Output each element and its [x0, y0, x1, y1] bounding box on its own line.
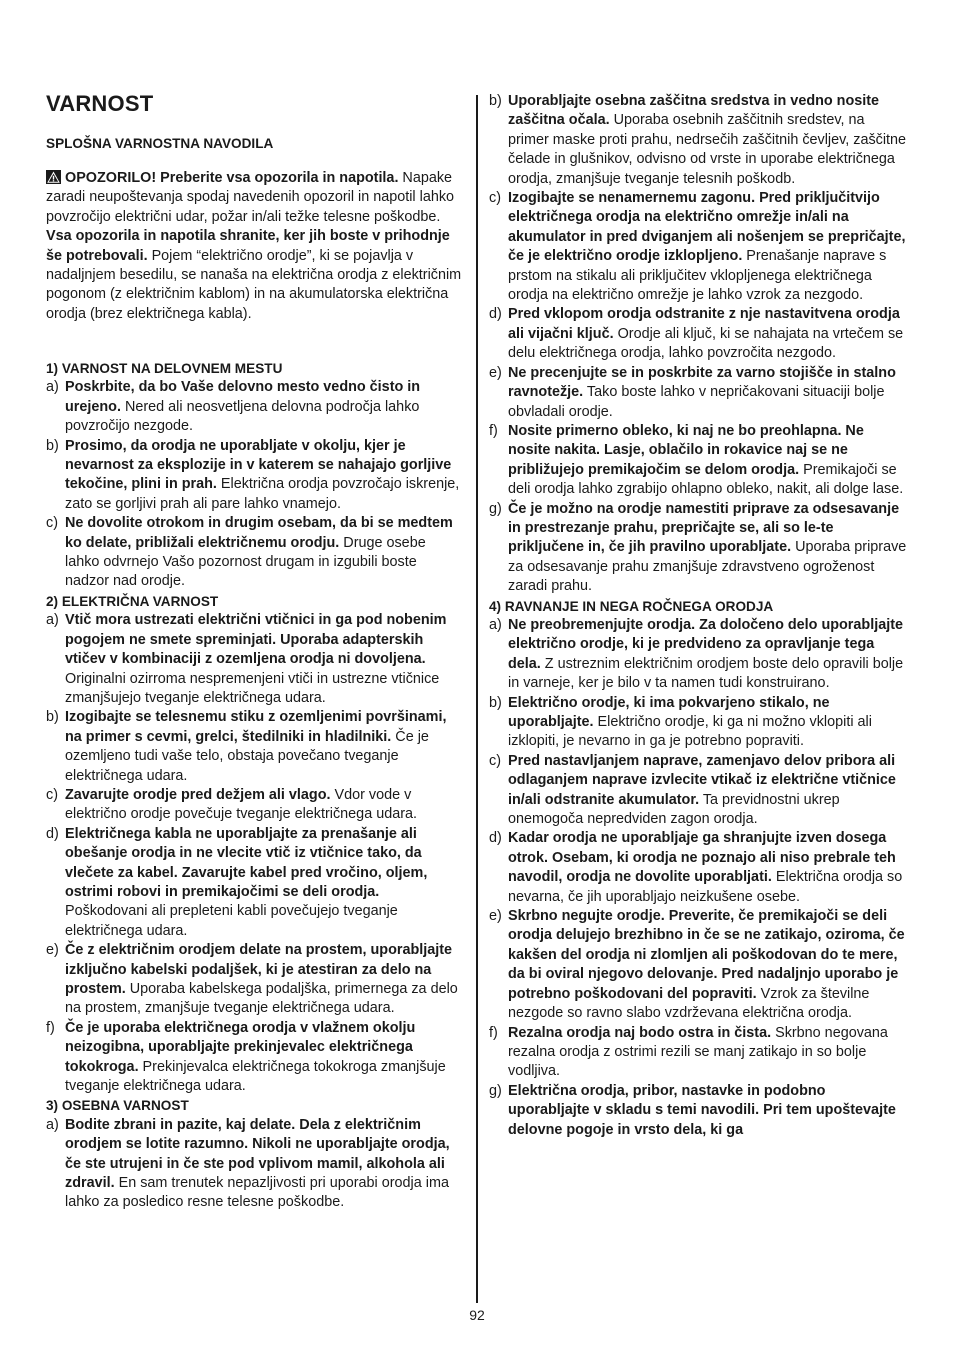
warning-block [46, 169, 464, 324]
list-item: g) Električna orodja, pribor, nastavke in podobno uporabljajte v skladu s temi navodili. Pri tem upoštevajte delovne pogoje in vrsto dela, ki ga [489, 1082, 896, 1138]
list-item: c) Ne dovolite otrokom in drugim osebam, da bi se medtem ko delate, približali električnemu orodju. Druge osebe lahko odvrnejo Vašo pozornost drugam in izgubili boste nadzor nad orodje. [46, 515, 453, 590]
warning-title: OPOZORILO! Preberite vsa opozorila in napotila. [65, 170, 399, 186]
list-item: b) Uporabljajte osebna zaščitna sredstva in vedno nosite zaščitna očala. Uporaba osebnih zaščitnih sredstev, na primer maske proti prahu, nedrsečih zaščitnih čevljev, zaščitne čelade in glušnikov, odvisno od vrste in uporabe električnega orodja, zmanjšuje tveganje telesnih poškodb. [489, 93, 907, 187]
warning-bold-text: Vsa opozorila in napotila shranite, ker jih boste v prihodnje še potrebovali. [46, 228, 450, 264]
section-heading: 1) VARNOST NA DELOVNEM MESTU [46, 361, 283, 376]
warning-text-2: Pojem “električno orodje”, ki se pojavlja v nadaljnjem besedilu, se nanaša na električna orodja z električnim pogonom (z električnim kablom) in na akumulatorska električna orodja (brez električnega kabla). [46, 247, 462, 322]
column-divider [476, 95, 478, 1303]
list-item: e) Skrbno negujte orodje. Preverite, če premikajoči se deli orodja delujejo brezhibno in če se ne zatikajo, oziroma, če kakšen del orodja ni zlomljen ali poškodovan do te mere, da bi oviral njegovo delovanje. Pred nadaljnjo uporabo je potrebno poškodovani del popraviti. Vzrok za številne nezgode so ravno slabo vzdrževana električna orodja. [489, 908, 905, 1022]
general-heading: SPLOŠNA VARNOSTNA NAVODILA [46, 136, 274, 151]
list-item: b) Električno orodje, ki ima pokvarjeno stikalo, ne uporabljajte. Električno orodje, ki ga ni možno vklopiti ali izklopiti, je nevarno in ga je potrebno popraviti. [489, 694, 872, 750]
list-item: a) Poskrbite, da bo Vaše delovno mesto vedno čisto in urejeno. Nered ali neosvetljena delovna področja lahko povzročijo nezgode. [46, 379, 421, 435]
section-heading: 3) OSEBNA VARNOST [46, 1098, 189, 1114]
section-1 [46, 359, 464, 1213]
list-item: a) Vtič mora ustrezati električni vtičnici in ga pod nobenim pogojem ne smete spreminjati. Uporaba adapterskih vtičev v kombinaciji z ozemljena orodja ni dovoljena. Originalni ozirroma nespremenjeni vtiči in ustrezne vtičnice zmanjšujejo tveganje električnega udara. [46, 612, 447, 706]
list-item: a) Ne preobremenjujte orodja. Za določeno delo uporabljajte električno orodje, ki je predvideno za opravljanje tega dela. Z ustreznim električnim orodjem boste delo opravili bolje in varneje, ker je bilo v ta namen tudi konstruirano. [489, 616, 904, 692]
list-item: c) Zavarujte orodje pred dežjem ali vlago. Vdor vode v električno orodje povečuje tveganje električnega udara. [46, 786, 417, 823]
list-item: f) Nosite primerno obleko, ki naj ne bo preohlapna. Ne nosite nakita. Lasje, oblačilo in rokavice naj se ne približujejo premikajočim se delom orodja. Premikajoči se deli orodja lahko zgrabijo ohlapno obleko, nakit, ali dolge lase. [489, 422, 904, 498]
section-heading: 2) ELEKTRIČNA VARNOST [46, 593, 219, 609]
list-item: b) Prosimo, da orodja ne uporabljate v okolju, kjer je nevarnost za eksplozije in v katerem se nahajajo gorljive tekočine, plini in prah. Električna orodja povzročajo iskrenje, zato se gorljivi prah ali pare lahko vnamejo. [46, 437, 460, 512]
page-title: VARNOST [46, 91, 154, 116]
list-item: b) Izogibajte se telesnemu stiku z ozemljenimi površinami, na primer s cevmi, grelci, štedilniki in hladilniki. Če je ozemljeno tudi vaše telo, obstaja povečano tveganje električnega udara. [46, 709, 447, 784]
list-item: e) Če z električnim orodjem delate na prostem, uporabljajte izključno kabelski podaljšek, ki je atestiran za delo na prostem. Uporaba kabelskega podaljška, primernega za delo na prostem, zmanjšuje tveganje električnega udara. [46, 942, 458, 1017]
list-item: d) Električnega kabla ne uporabljajte za prenašanje ali obešanje orodja in ne vlecite vtič iz vtičnice tako, da vlečete za kabel. Zavarujte kabel pred vročino, oljem, ostrimi robovi in premikajočimi se deli orodja. Poškodovani ali prepleteni kabli povečujejo tveganje električnega udara. [46, 825, 428, 939]
list-item: c) Izogibajte se nenamernemu zagonu. Pred priključitvijo električnega orodja na električno omrežje in/ali na akumulator in pred dviganjem ali nošenjem se prepričajte, če je električno orodje izklopljeno. Prenašanje naprave s prstom na stikalu ali priključitev vklopljenega električnega orodja na električno omrežje je lahko vzrok za nezgodo. [489, 190, 906, 304]
list-item: f) Rezalna orodja naj bodo ostra in čista. Skrbno negovana rezalna orodja z ostrimi rezili se manj zatikajo in so bolje vodljiva. [489, 1024, 888, 1080]
list-item: d) Pred vklopom orodja odstranite z nje nastavitvena orodja ali vijačni ključ. Orodje ali ključ, ki se nahajata na vrtečem se delu električnega orodja, lahko povzročita nezgodo. [489, 306, 904, 362]
list-item: g) Če je možno na orodje namestiti priprave za odsesavanje in prestrezanje prahu, prepričajte se, ali so le-te priključene in, če jih pravilno uporabljate. Uporaba priprave za odsesavanje prahu zmanjšuje zdravstveno ogroženost zaradi prahu. [489, 500, 907, 595]
section-heading: 4) RAVNANJE IN NEGA ROČNEGA ORODJA [489, 598, 774, 614]
list-item: e) Ne precenjujte se in poskrbite za varno stojišče in stalno ravnotežje. Tako boste lahko v nepričakovani situaciji bolje obvladali orodje. [489, 364, 896, 420]
page-number: 92 [469, 1307, 485, 1323]
warning-triangle-icon [46, 170, 61, 184]
list-item: c) Pred nastavljanjem naprave, zamenjavo delov pribora ali odlaganjem naprave izvlecite vtikač iz električne vtičnice in/ali odstranite akumulator. Ta previdnostni ukrep onemogoča nepredviden zagon orodja. [489, 752, 896, 828]
list-item: a) Bodite zbrani in pazite, kaj delate. Dela z električnim orodjem se lotite razumno. Nikoli ne uporabljajte orodja, če ste utrujeni in če ste pod vplivom mamil, alkohola ali zdravil. En sam trenutek nepazljivosti pri uporabi orodja ima lahko za posledico resne telesne poškodbe. [46, 1116, 450, 1211]
warning-text: Napake zaradi neupoštevanja spodaj navedenih opozoril in napotil lahko povzročijo električni udar, požar in/ali težke telesne poškodbe. [46, 170, 455, 225]
list-item: f) Če je uporaba električnega orodja v vlažnem okolju neizogibna, uporabljajte prekinjevalec električnega tokokroga. Prekinjevalca električnega tokokroga zmanjšuje tveganje električnega udara. [46, 1019, 446, 1095]
section-3-continued [489, 92, 909, 1140]
list-item: d) Kadar orodja ne uporabljaje ga shranjujte izven dosega otrok. Osebam, ki orodja ne poznajo ali niso prebrale teh navodil, orodja ne dovolite uporabljati. Električna orodja so nevarna, če jih uporabljajo neizkušene osebe. [489, 830, 903, 905]
